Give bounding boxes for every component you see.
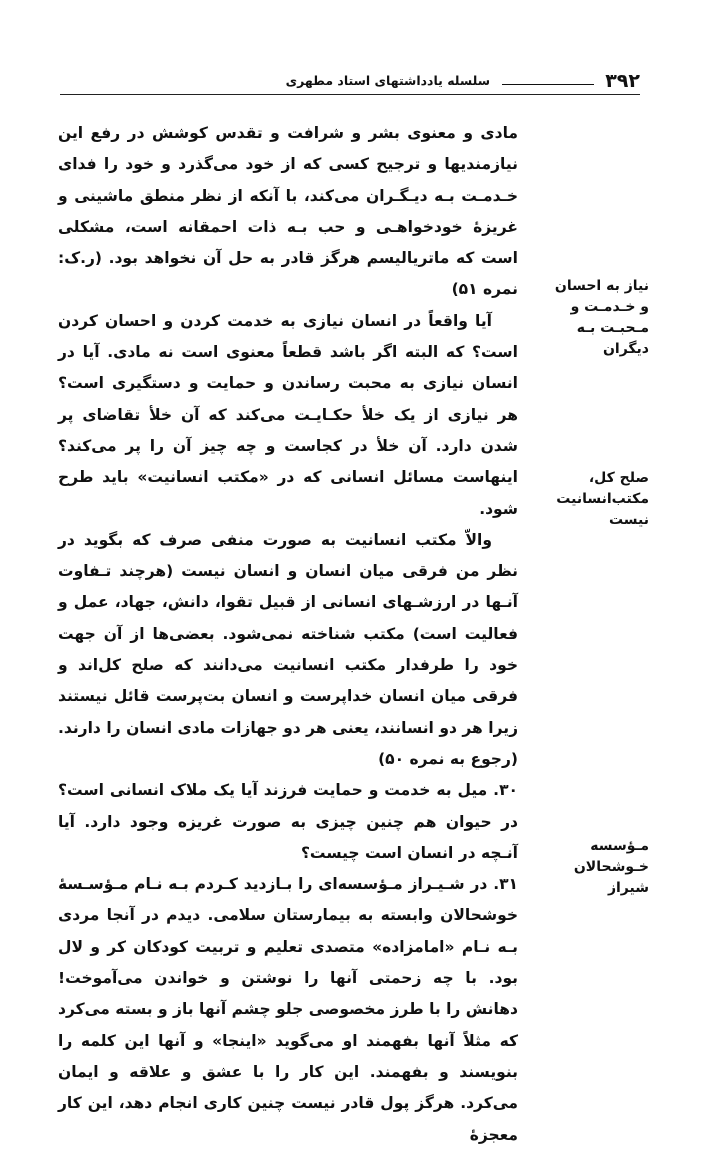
paragraph-numbered-31: ۳۱. در شـیـراز مـؤسسه‌ای را بـازدید کـردم بـه نـام مـؤسـسهٔ خوشحالان وابسته به بیمارستان سلامی. دیدم در آنجا مردی بـه نـام «امامزاده» متصدی تعلیم و تربیت کودکان کر و لال بود. با چه زحمتی آنها را نوشتن و خواندن می‌آموخت! دهانش را با طرز مخصوصی جلو چشم آنها باز و بسته می‌کرد که مثلاً آنها بفهمند او می‌گوید «اینجا» و آنها این کلمه را بنویسند و بفهمند. این کار را با عشق و علاقه و ایمان می‌کرد. هرگز پول قادر نیست چنین کاری انجام دهد، این کار معجزهٔ xyxy=(58,875,518,1144)
margin-note-universal-peace: صلح کل، مکتب‌انسانیت نیست xyxy=(556,470,649,528)
paragraph: مادی و معنوی بشر و شرافت و تقدس کوشش در رفع این نیازمندیها و ترجیح کسی که از خود می‌گذرد و خود را فدای خـدمـت بـه دیـگـران می‌کند، با آنکه از نظر منطق ماشینی و غریزهٔ خودخواهـی و حب بـه ذات احمقانه است، مشکلی است که ماتریالیسم هرگز قادر به حل آن نخواهد بود. (ر.ک: نمره ۵۱) xyxy=(58,124,518,299)
paragraph-numbered-30: ۳۰. میل به خدمت و حمایت فرزند آیا یک ملاک انسانی است؟ در حیوان هم چنین چیزی به صورت غریزه وجود دارد. آیا آنـچه در انسان است چیست؟ xyxy=(58,781,518,862)
paragraph: آیا واقعاً در انسان نیازی به خدمت کردن و احسان کردن است؟ که البته اگر باشد قطعاً معنوی است نه مادی. آیا در انسان نیازی به محبت رساندن و حمایت و دستگیری است؟ هر نیازی از یک خلأ حکـایـت می‌کند که آن خلأ تقاضای پر شدن دارد. آن خلأ در کجاست و چه چیز آن را پر می‌کند؟ اینهاست مسائل انسانی که در «مکتب انسانیت» باید طرح شود. xyxy=(58,311,518,518)
header-divider xyxy=(60,94,640,95)
header-rule xyxy=(502,84,594,85)
main-text xyxy=(58,118,518,1151)
page-number: ۳۹۲ xyxy=(605,70,640,92)
series-title: سلسله یادداشتهای استاد مطهری xyxy=(285,73,490,88)
paragraph: والاّ مکتب انسانیت به صورت منفی صرف که بگوید در نظر من فرقی میان انسان و انسان نیست (هرچند تـفاوت آنـها در ارزشـهای انسانی از قبیل تقوا، دانش، جهاد، عمل و فعالیت است) مکتب شناخته نمی‌شود. بعضی‌ها از آن جهت خود را طرفدار مکتب انسانیت می‌دانند که صلح کل‌اند و فرقی میان انسان خداپرست و انسان بت‌پرست قائل نیستند زیرا هر دو انسانند، یعنی هر دو جهازات مادی انسان را دارند. (رجوع به نمره ۵۰) xyxy=(58,530,518,768)
margin-note-khoshhalan-institute: مـؤسسه خـوشحالان شیراز xyxy=(573,838,649,896)
page-header xyxy=(60,70,640,100)
margin-note-need-for-charity: نیاز به احسان و خـدمـت و مـحبـت بـه دیگران xyxy=(554,278,649,357)
